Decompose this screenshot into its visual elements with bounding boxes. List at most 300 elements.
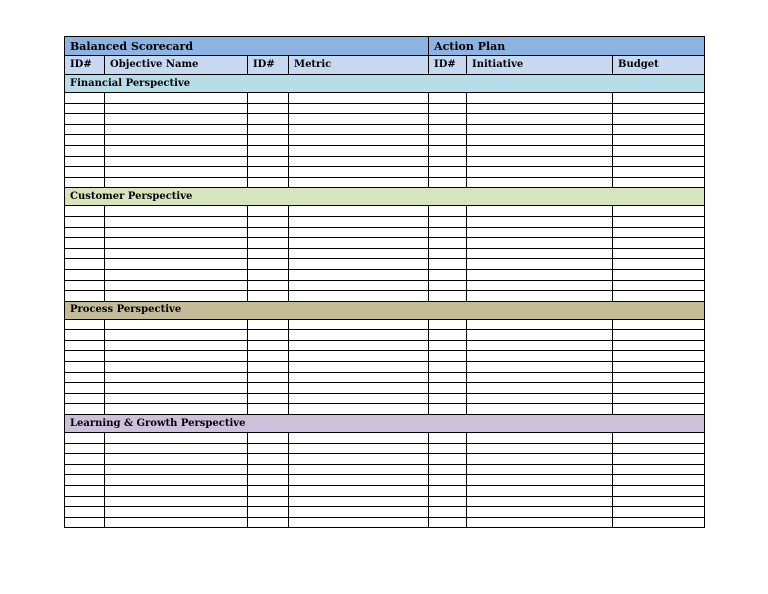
table-cell[interactable]: [289, 404, 429, 415]
table-cell[interactable]: [105, 291, 248, 302]
table-cell[interactable]: [248, 280, 289, 291]
table-cell[interactable]: [289, 443, 429, 454]
table-row: [65, 93, 705, 104]
table-row: [65, 404, 705, 415]
table-cell[interactable]: [613, 227, 705, 238]
table-cell[interactable]: [248, 404, 289, 415]
table-cell[interactable]: [65, 517, 105, 528]
column-header-row: [65, 56, 705, 75]
table-cell[interactable]: [289, 259, 429, 270]
table-row: [65, 433, 705, 444]
table-cell[interactable]: [429, 372, 467, 383]
table-cell[interactable]: [248, 93, 289, 104]
table-cell[interactable]: [467, 114, 613, 125]
table-cell[interactable]: [467, 206, 613, 217]
table-cell[interactable]: [289, 475, 429, 486]
table-cell[interactable]: [65, 216, 105, 227]
table-row: [65, 454, 705, 465]
table-cell[interactable]: [467, 340, 613, 351]
table-cell[interactable]: [105, 443, 248, 454]
scorecard-title: Balanced Scorecard: [65, 37, 429, 56]
table-cell[interactable]: [105, 248, 248, 259]
table-cell[interactable]: [248, 486, 289, 497]
financial-perspective-heading: Financial Perspective: [65, 75, 705, 93]
table-cell[interactable]: [429, 269, 467, 280]
table-cell[interactable]: [613, 156, 705, 167]
table-cell[interactable]: [105, 486, 248, 497]
column-header-initiative: Initiative: [467, 56, 613, 75]
table-row: [65, 351, 705, 362]
table-cell[interactable]: [613, 93, 705, 104]
table-cell[interactable]: [429, 383, 467, 394]
table-cell[interactable]: [105, 404, 248, 415]
table-cell[interactable]: [467, 372, 613, 383]
table-cell[interactable]: [429, 291, 467, 302]
table-cell[interactable]: [467, 156, 613, 167]
table-cell[interactable]: [65, 93, 105, 104]
table-cell[interactable]: [429, 227, 467, 238]
table-cell[interactable]: [613, 340, 705, 351]
process-perspective-heading: Process Perspective: [65, 301, 705, 319]
table-cell[interactable]: [429, 135, 467, 146]
table-cell[interactable]: [65, 238, 105, 249]
table-cell[interactable]: [467, 383, 613, 394]
table-cell[interactable]: [613, 404, 705, 415]
table-cell[interactable]: [105, 259, 248, 270]
table-cell[interactable]: [289, 362, 429, 373]
table-cell[interactable]: [289, 517, 429, 528]
table-cell[interactable]: [467, 248, 613, 259]
table-cell[interactable]: [467, 269, 613, 280]
table-cell[interactable]: [429, 443, 467, 454]
table-cell[interactable]: [65, 454, 105, 465]
table-cell[interactable]: [248, 124, 289, 135]
table-cell[interactable]: [467, 238, 613, 249]
table-cell[interactable]: [248, 145, 289, 156]
table-cell[interactable]: [289, 124, 429, 135]
table-cell[interactable]: [105, 114, 248, 125]
table-cell[interactable]: [613, 319, 705, 330]
table-cell[interactable]: [289, 464, 429, 475]
table-cell[interactable]: [289, 93, 429, 104]
table-cell[interactable]: [429, 340, 467, 351]
table-cell[interactable]: [248, 464, 289, 475]
table-row: [65, 248, 705, 259]
table-cell[interactable]: [105, 124, 248, 135]
table-cell[interactable]: [105, 319, 248, 330]
table-cell[interactable]: [289, 496, 429, 507]
table-cell[interactable]: [289, 216, 429, 227]
table-cell[interactable]: [289, 351, 429, 362]
table-cell[interactable]: [105, 206, 248, 217]
table-cell[interactable]: [289, 206, 429, 217]
table-row: [65, 517, 705, 528]
table-cell[interactable]: [248, 517, 289, 528]
table-cell[interactable]: [289, 156, 429, 167]
table-cell[interactable]: [613, 372, 705, 383]
table-cell[interactable]: [429, 496, 467, 507]
table-cell[interactable]: [105, 351, 248, 362]
table-cell[interactable]: [248, 269, 289, 280]
table-row: [65, 319, 705, 330]
table-cell[interactable]: [105, 330, 248, 341]
table-cell[interactable]: [467, 351, 613, 362]
table-cell[interactable]: [289, 486, 429, 497]
table-cell[interactable]: [467, 475, 613, 486]
table-cell[interactable]: [65, 383, 105, 394]
table-cell[interactable]: [248, 216, 289, 227]
table-cell[interactable]: [613, 269, 705, 280]
table-cell[interactable]: [248, 507, 289, 518]
table-cell[interactable]: [613, 124, 705, 135]
table-cell[interactable]: [467, 259, 613, 270]
table-cell[interactable]: [429, 433, 467, 444]
table-cell[interactable]: [613, 330, 705, 341]
table-cell[interactable]: [429, 404, 467, 415]
table-cell[interactable]: [65, 443, 105, 454]
table-row: [65, 507, 705, 518]
table-cell[interactable]: [613, 114, 705, 125]
table-cell[interactable]: [105, 496, 248, 507]
table-cell[interactable]: [613, 135, 705, 146]
table-cell[interactable]: [467, 291, 613, 302]
table-cell[interactable]: [65, 362, 105, 373]
table-cell[interactable]: [289, 248, 429, 259]
table-cell[interactable]: [105, 507, 248, 518]
table-cell[interactable]: [105, 340, 248, 351]
table-cell[interactable]: [65, 124, 105, 135]
table-cell[interactable]: [65, 340, 105, 351]
table-cell[interactable]: [65, 248, 105, 259]
table-cell[interactable]: [65, 496, 105, 507]
table-cell[interactable]: [289, 103, 429, 114]
table-cell[interactable]: [613, 248, 705, 259]
table-cell[interactable]: [289, 330, 429, 341]
table-cell[interactable]: [613, 433, 705, 444]
table-cell[interactable]: [105, 103, 248, 114]
table-row: [65, 124, 705, 135]
table-cell[interactable]: [248, 496, 289, 507]
table-cell[interactable]: [467, 216, 613, 227]
table-cell[interactable]: [467, 454, 613, 465]
table-row: [65, 393, 705, 404]
table-cell[interactable]: [429, 206, 467, 217]
table-cell[interactable]: [105, 93, 248, 104]
table-cell[interactable]: [65, 206, 105, 217]
table-cell[interactable]: [289, 227, 429, 238]
table-cell[interactable]: [429, 464, 467, 475]
table-cell[interactable]: [248, 351, 289, 362]
table-cell[interactable]: [467, 135, 613, 146]
table-cell[interactable]: [248, 206, 289, 217]
table-cell[interactable]: [65, 269, 105, 280]
table-cell[interactable]: [467, 486, 613, 497]
table-row: [65, 135, 705, 146]
process-perspective-section-row: [65, 301, 705, 319]
table-cell[interactable]: [613, 280, 705, 291]
table-row: [65, 291, 705, 302]
table-cell[interactable]: [105, 280, 248, 291]
table-cell[interactable]: [467, 124, 613, 135]
column-header-metric: Metric: [289, 56, 429, 75]
customer-perspective-section-row: [65, 188, 705, 206]
table-cell[interactable]: [467, 507, 613, 518]
table-cell[interactable]: [429, 475, 467, 486]
table-cell[interactable]: [613, 167, 705, 178]
table-cell[interactable]: [289, 114, 429, 125]
table-cell[interactable]: [467, 319, 613, 330]
learning-and-growth-perspective-heading: Learning & Growth Perspective: [65, 415, 705, 433]
table-cell[interactable]: [289, 291, 429, 302]
table-cell[interactable]: [429, 280, 467, 291]
table-cell[interactable]: [105, 433, 248, 444]
table-row: [65, 340, 705, 351]
table-row: [65, 259, 705, 270]
table-cell[interactable]: [289, 280, 429, 291]
table-cell[interactable]: [467, 330, 613, 341]
column-header-metric-id: ID#: [248, 56, 289, 75]
table-row: [65, 206, 705, 217]
learning-and-growth-perspective-section-row: [65, 415, 705, 433]
table-cell[interactable]: [105, 238, 248, 249]
table-cell[interactable]: [429, 93, 467, 104]
table-cell[interactable]: [65, 145, 105, 156]
table-cell[interactable]: [65, 114, 105, 125]
table-cell[interactable]: [289, 145, 429, 156]
table-cell[interactable]: [248, 330, 289, 341]
table-row: [65, 486, 705, 497]
table-row: [65, 145, 705, 156]
table-cell[interactable]: [65, 433, 105, 444]
table-cell[interactable]: [105, 269, 248, 280]
table-cell[interactable]: [65, 291, 105, 302]
table-cell[interactable]: [613, 145, 705, 156]
table-cell[interactable]: [65, 330, 105, 341]
table-cell[interactable]: [105, 454, 248, 465]
table-cell[interactable]: [289, 383, 429, 394]
table-cell[interactable]: [248, 443, 289, 454]
table-cell[interactable]: [613, 464, 705, 475]
table-row: [65, 238, 705, 249]
table-row: [65, 167, 705, 178]
table-cell[interactable]: [65, 103, 105, 114]
table-cell[interactable]: [289, 177, 429, 188]
table-cell[interactable]: [289, 269, 429, 280]
table-cell[interactable]: [613, 454, 705, 465]
table-cell[interactable]: [248, 362, 289, 373]
table-row: [65, 475, 705, 486]
table-cell[interactable]: [105, 177, 248, 188]
table-cell[interactable]: [289, 454, 429, 465]
table-row: [65, 114, 705, 125]
table-cell[interactable]: [429, 216, 467, 227]
table-cell[interactable]: [248, 454, 289, 465]
table-cell[interactable]: [248, 433, 289, 444]
table-cell[interactable]: [248, 340, 289, 351]
table-cell[interactable]: [429, 330, 467, 341]
table-cell[interactable]: [289, 393, 429, 404]
table-cell[interactable]: [248, 114, 289, 125]
table-cell[interactable]: [65, 167, 105, 178]
table-cell[interactable]: [429, 177, 467, 188]
table-cell[interactable]: [429, 156, 467, 167]
table-cell[interactable]: [467, 464, 613, 475]
table-cell[interactable]: [613, 486, 705, 497]
title-row: [65, 37, 705, 56]
table-cell[interactable]: [429, 167, 467, 178]
table-cell[interactable]: [105, 393, 248, 404]
table-cell[interactable]: [289, 340, 429, 351]
table-cell[interactable]: [248, 177, 289, 188]
table-cell[interactable]: [65, 372, 105, 383]
table-cell[interactable]: [467, 517, 613, 528]
table-cell[interactable]: [613, 443, 705, 454]
table-row: [65, 227, 705, 238]
table-row: [65, 383, 705, 394]
table-cell[interactable]: [105, 145, 248, 156]
table-row: [65, 464, 705, 475]
table-cell[interactable]: [467, 227, 613, 238]
table-cell[interactable]: [613, 393, 705, 404]
table-row: [65, 280, 705, 291]
table-cell[interactable]: [613, 383, 705, 394]
table-cell[interactable]: [613, 507, 705, 518]
table-cell[interactable]: [248, 167, 289, 178]
balanced-scorecard-table: [64, 36, 705, 528]
table-cell[interactable]: [613, 238, 705, 249]
table-cell[interactable]: [248, 383, 289, 394]
table-cell[interactable]: [105, 372, 248, 383]
table-cell[interactable]: [467, 103, 613, 114]
table-cell[interactable]: [429, 238, 467, 249]
table-cell[interactable]: [65, 156, 105, 167]
table-cell[interactable]: [613, 216, 705, 227]
table-cell[interactable]: [467, 433, 613, 444]
table-row: [65, 496, 705, 507]
table-row: [65, 156, 705, 167]
table-cell[interactable]: [248, 372, 289, 383]
table-row: [65, 362, 705, 373]
table-cell[interactable]: [467, 167, 613, 178]
table-cell[interactable]: [429, 319, 467, 330]
table-cell[interactable]: [65, 475, 105, 486]
table-cell[interactable]: [105, 475, 248, 486]
table-cell[interactable]: [429, 259, 467, 270]
table-cell[interactable]: [105, 362, 248, 373]
table-cell[interactable]: [467, 404, 613, 415]
table-cell[interactable]: [429, 124, 467, 135]
table-cell[interactable]: [467, 362, 613, 373]
table-cell[interactable]: [289, 372, 429, 383]
table-cell[interactable]: [613, 177, 705, 188]
table-cell[interactable]: [105, 517, 248, 528]
table-cell[interactable]: [248, 259, 289, 270]
table-cell[interactable]: [65, 464, 105, 475]
table-cell[interactable]: [65, 319, 105, 330]
table-row: [65, 216, 705, 227]
table-cell[interactable]: [65, 135, 105, 146]
table-cell[interactable]: [613, 291, 705, 302]
table-cell[interactable]: [248, 319, 289, 330]
table-cell[interactable]: [467, 496, 613, 507]
table-cell[interactable]: [65, 259, 105, 270]
table-cell[interactable]: [467, 443, 613, 454]
table-cell[interactable]: [613, 475, 705, 486]
table-cell[interactable]: [105, 464, 248, 475]
table-cell[interactable]: [467, 177, 613, 188]
table-row: [65, 372, 705, 383]
table-cell[interactable]: [105, 216, 248, 227]
table-cell[interactable]: [429, 454, 467, 465]
table-cell[interactable]: [429, 507, 467, 518]
table-cell[interactable]: [429, 517, 467, 528]
table-cell[interactable]: [65, 393, 105, 404]
table-cell[interactable]: [105, 135, 248, 146]
table-cell[interactable]: [289, 319, 429, 330]
table-cell[interactable]: [289, 507, 429, 518]
table-cell[interactable]: [429, 393, 467, 404]
table-cell[interactable]: [467, 280, 613, 291]
table-cell[interactable]: [613, 496, 705, 507]
table-cell[interactable]: [429, 145, 467, 156]
table-cell[interactable]: [248, 103, 289, 114]
table-cell[interactable]: [613, 351, 705, 362]
table-cell[interactable]: [65, 507, 105, 518]
table-cell[interactable]: [105, 227, 248, 238]
table-cell[interactable]: [248, 393, 289, 404]
table-cell[interactable]: [248, 291, 289, 302]
table-cell[interactable]: [613, 259, 705, 270]
table-cell[interactable]: [65, 227, 105, 238]
table-cell[interactable]: [429, 486, 467, 497]
table-cell[interactable]: [467, 93, 613, 104]
table-cell[interactable]: [429, 362, 467, 373]
table-cell[interactable]: [248, 227, 289, 238]
table-cell[interactable]: [289, 135, 429, 146]
table-cell[interactable]: [248, 238, 289, 249]
table-cell[interactable]: [289, 167, 429, 178]
table-cell[interactable]: [105, 156, 248, 167]
table-cell[interactable]: [429, 103, 467, 114]
table-cell[interactable]: [248, 156, 289, 167]
table-cell[interactable]: [289, 238, 429, 249]
table-cell[interactable]: [65, 177, 105, 188]
table-cell[interactable]: [65, 404, 105, 415]
column-header-initiative-id: ID#: [429, 56, 467, 75]
table-row: [65, 103, 705, 114]
table-cell[interactable]: [613, 517, 705, 528]
column-header-objective-name: Objective Name: [105, 56, 248, 75]
table-cell[interactable]: [289, 433, 429, 444]
table-cell[interactable]: [105, 167, 248, 178]
table-cell[interactable]: [429, 114, 467, 125]
table-cell[interactable]: [613, 103, 705, 114]
table-cell[interactable]: [248, 248, 289, 259]
table-cell[interactable]: [105, 383, 248, 394]
table-cell[interactable]: [429, 248, 467, 259]
table-cell[interactable]: [429, 351, 467, 362]
table-cell[interactable]: [613, 362, 705, 373]
table-cell[interactable]: [248, 135, 289, 146]
table-cell[interactable]: [248, 475, 289, 486]
column-header-objective-id: ID#: [65, 56, 105, 75]
table-cell[interactable]: [467, 145, 613, 156]
table-cell[interactable]: [65, 486, 105, 497]
table-cell[interactable]: [65, 351, 105, 362]
table-cell[interactable]: [467, 393, 613, 404]
table-cell[interactable]: [613, 206, 705, 217]
table-cell[interactable]: [65, 280, 105, 291]
